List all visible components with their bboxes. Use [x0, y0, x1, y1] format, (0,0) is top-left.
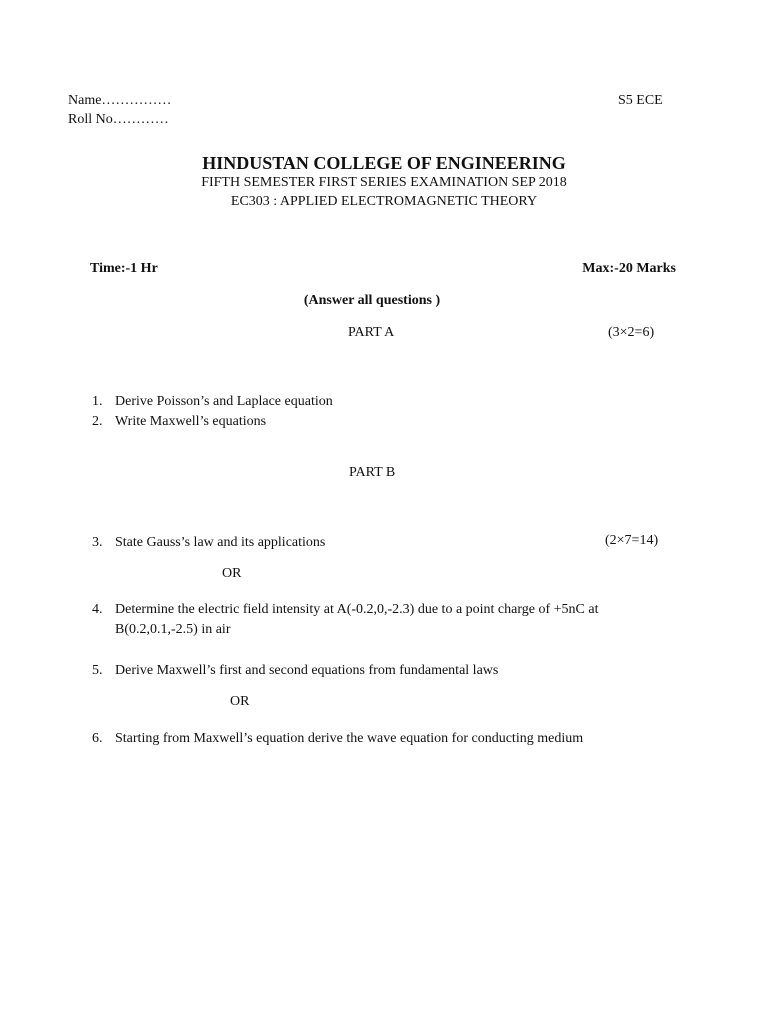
question-text: Determine the electric field intensity at A(-0.2,0,-2.3) due to a point charge of +5nC at B(0.2,0.1,-2.5) in air — [115, 602, 599, 637]
part-a-marks: (3×2=6) — [608, 325, 655, 340]
max-marks: Max:-20 Marks — [582, 261, 676, 276]
question-text: Write Maxwell’s equations — [115, 414, 267, 429]
part-a-heading: PART A — [348, 325, 395, 340]
question-number: 2. — [92, 414, 103, 429]
instructions: (Answer all questions ) — [303, 293, 441, 308]
question-text: Derive Maxwell’s first and second equations from fundamental laws — [115, 663, 499, 678]
roll-number-field-label: Roll No………… — [68, 112, 169, 127]
question-number: 1. — [92, 394, 103, 409]
course-title: EC303 : APPLIED ELECTROMAGNETIC THEORY — [230, 194, 538, 209]
question-number: 4. — [92, 602, 103, 617]
part-b-marks: (2×7=14) — [605, 533, 659, 548]
question-number: 6. — [92, 731, 103, 746]
name-field-label: Name…………… — [68, 93, 172, 108]
question-number: 3. — [92, 535, 103, 550]
question-text: Starting from Maxwell’s equation derive the wave equation for conducting medium — [115, 731, 584, 746]
or-separator: OR — [230, 694, 250, 709]
question-text: State Gauss’s law and its applications — [115, 535, 326, 550]
exam-duration: Time:-1 Hr — [90, 261, 158, 276]
question-text: Derive Poisson’s and Laplace equation — [115, 394, 333, 409]
question-number: 5. — [92, 663, 103, 678]
part-b-heading: PART B — [349, 465, 396, 480]
or-separator: OR — [222, 566, 242, 581]
college-title: HINDUSTAN COLLEGE OF ENGINEERING — [202, 153, 566, 173]
exam-title: FIFTH SEMESTER FIRST SERIES EXAMINATION SEP 2018 — [201, 175, 567, 190]
class-code: S5 ECE — [618, 93, 663, 108]
